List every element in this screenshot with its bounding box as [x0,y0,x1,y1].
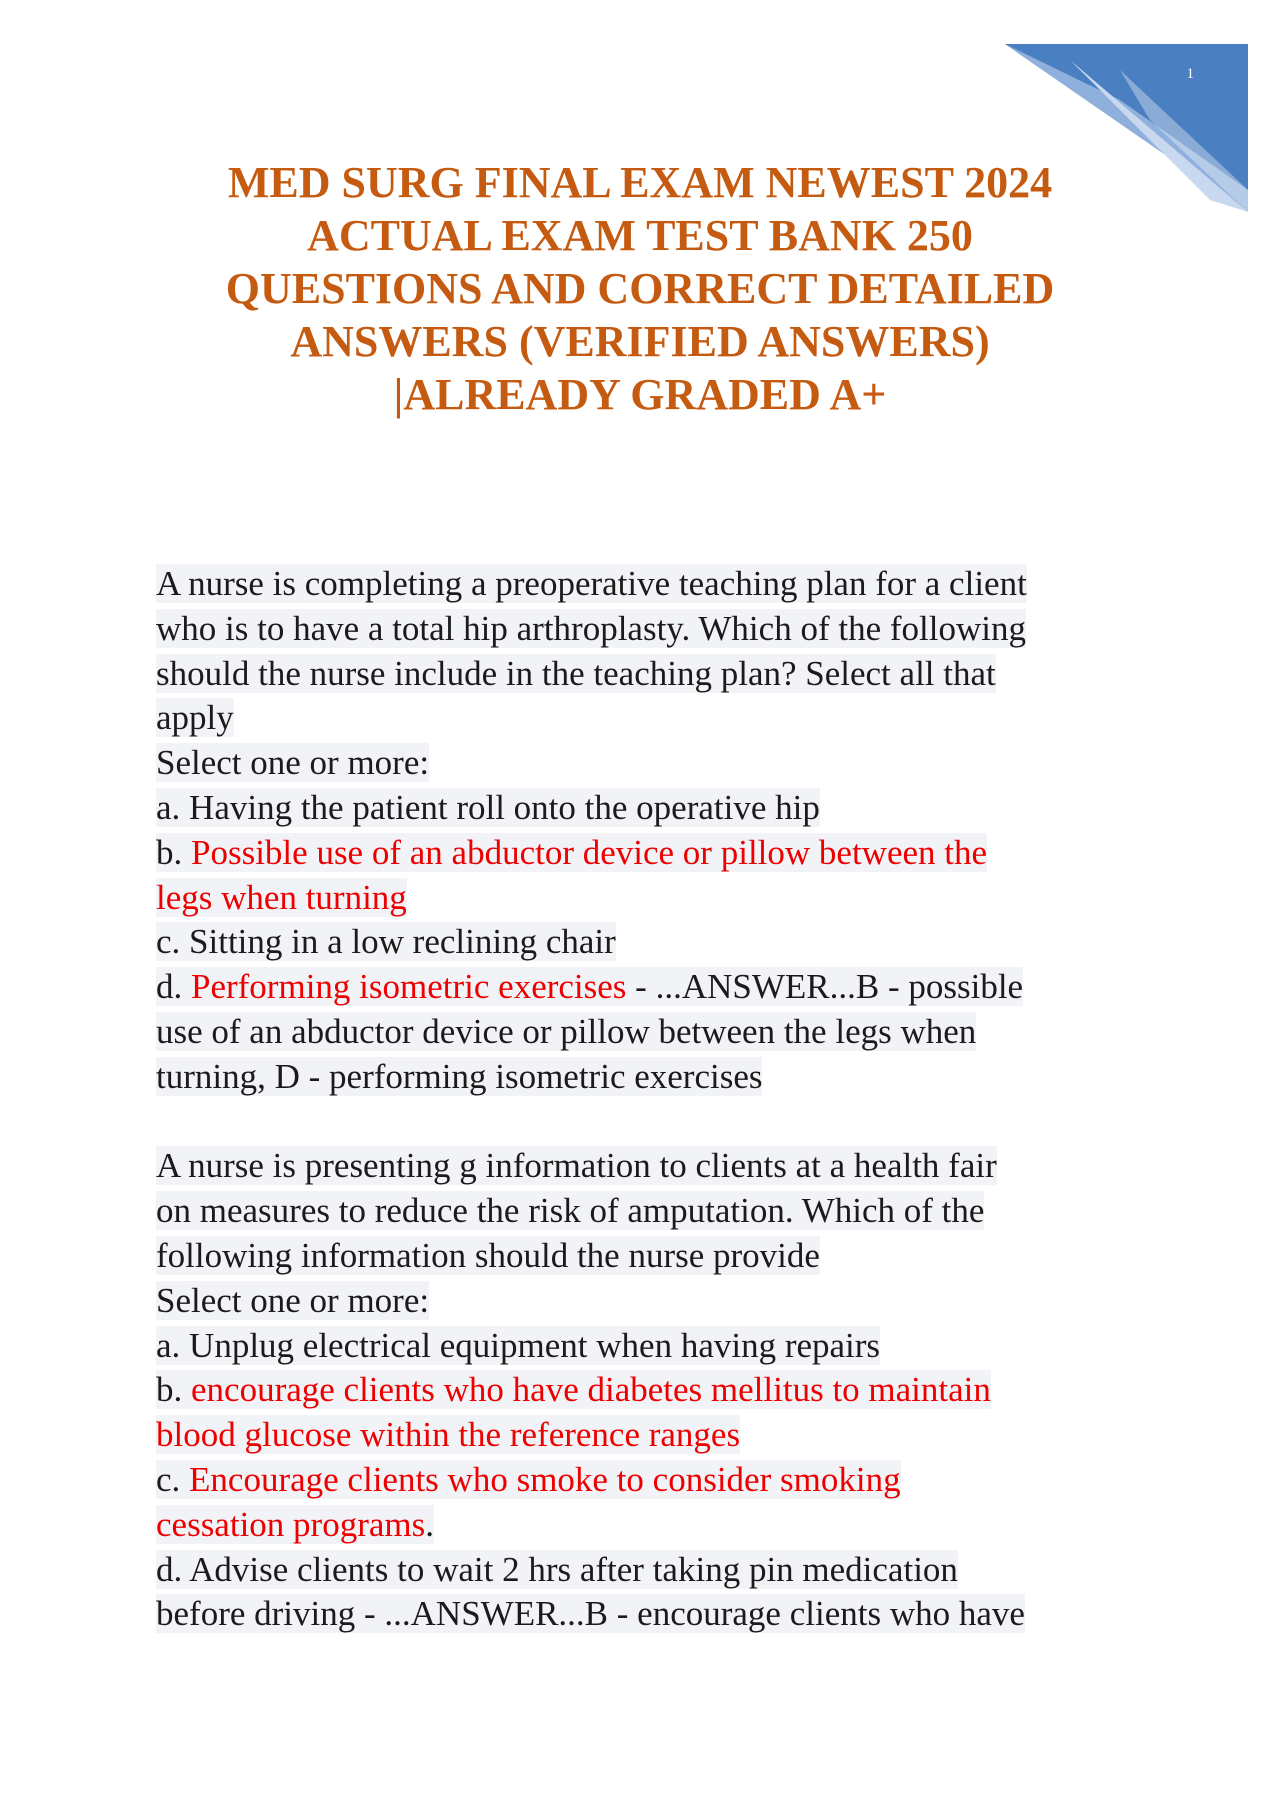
question-stem-line: who is to have a total hip arthroplasty. Which of the following [156,608,1026,648]
question-stem-line: A nurse is completing a preoperative teaching plan for a client [156,564,1027,603]
question-1 [156,562,1156,1100]
option-prefix: a. [156,1325,190,1365]
option-prefix: b. [156,1370,191,1410]
punctuation: . [425,1504,434,1544]
question-stem-line: should the nurse include in the teaching plan? Select all that [156,653,996,693]
answer-text: before driving - ...ANSWER...B - encourage clients who have [156,1594,1025,1634]
select-prompt: Select one or more: [156,1280,430,1320]
document-title [140,156,1140,421]
answer-text: turning, D - performing isometric exercises [156,1056,763,1096]
title-line: QUESTIONS AND CORRECT DETAILED [225,264,1055,313]
correct-option-text: legs when turning [156,877,407,917]
option-b [156,831,1156,876]
correct-option-text: blood glucose within the reference ranges [156,1415,741,1455]
question-stem-line: on measures to reduce the risk of amputation. Which of the [156,1191,985,1231]
correct-option-text: Performing isometric exercises [191,967,627,1007]
question-stem-line: apply [156,698,234,738]
option-prefix: b. [156,832,191,872]
option-b [156,1368,1156,1413]
option-text: Sitting in a low reclining chair [189,922,616,962]
option-text: Advise clients to wait 2 hrs after taking pin medication [189,1549,958,1589]
question-stem-line: following information should the nurse provide [156,1235,820,1275]
option-prefix: c. [156,922,190,962]
question-2 [156,1144,1156,1637]
correct-option-text: Encourage clients who smoke to consider smoking [189,1459,901,1499]
answer-text: use of an abductor device or pillow between the legs when [156,1011,977,1051]
correct-option-text: encourage clients who have diabetes mellitus to maintain [191,1370,991,1410]
title-line: MED SURG FINAL EXAM NEWEST 2024 [227,158,1053,207]
option-prefix: d. [156,1549,190,1589]
option-text: Unplug electrical equipment when having repairs [189,1325,881,1365]
title-line: ACTUAL EXAM TEST BANK 250 [307,211,973,260]
option-c [156,1458,1156,1503]
option-c [156,920,1156,965]
paragraph-gap [156,1100,1156,1145]
option-d [156,965,1156,1010]
option-prefix: d. [156,967,191,1007]
page-number: 1 [1186,66,1194,82]
correct-option-text: cessation programs [156,1504,426,1544]
title-line: |ALREADY GRADED A+ [393,370,887,419]
question-stem-line: A nurse is presenting g information to clients at a health fair [156,1146,997,1186]
option-prefix: a. [156,787,190,827]
option-d [156,1548,1156,1593]
question-body [156,562,1156,1637]
option-prefix: c. [156,1459,190,1499]
answer-text: - ...ANSWER...B - possible [626,967,1024,1007]
select-prompt: Select one or more: [156,743,430,783]
option-a [156,1324,1156,1369]
correct-option-text: Possible use of an abductor device or pillow between the [191,832,988,872]
title-line: ANSWERS (VERIFIED ANSWERS) [290,317,990,366]
option-text: Having the patient roll onto the operative hip [189,787,820,827]
option-a [156,786,1156,831]
